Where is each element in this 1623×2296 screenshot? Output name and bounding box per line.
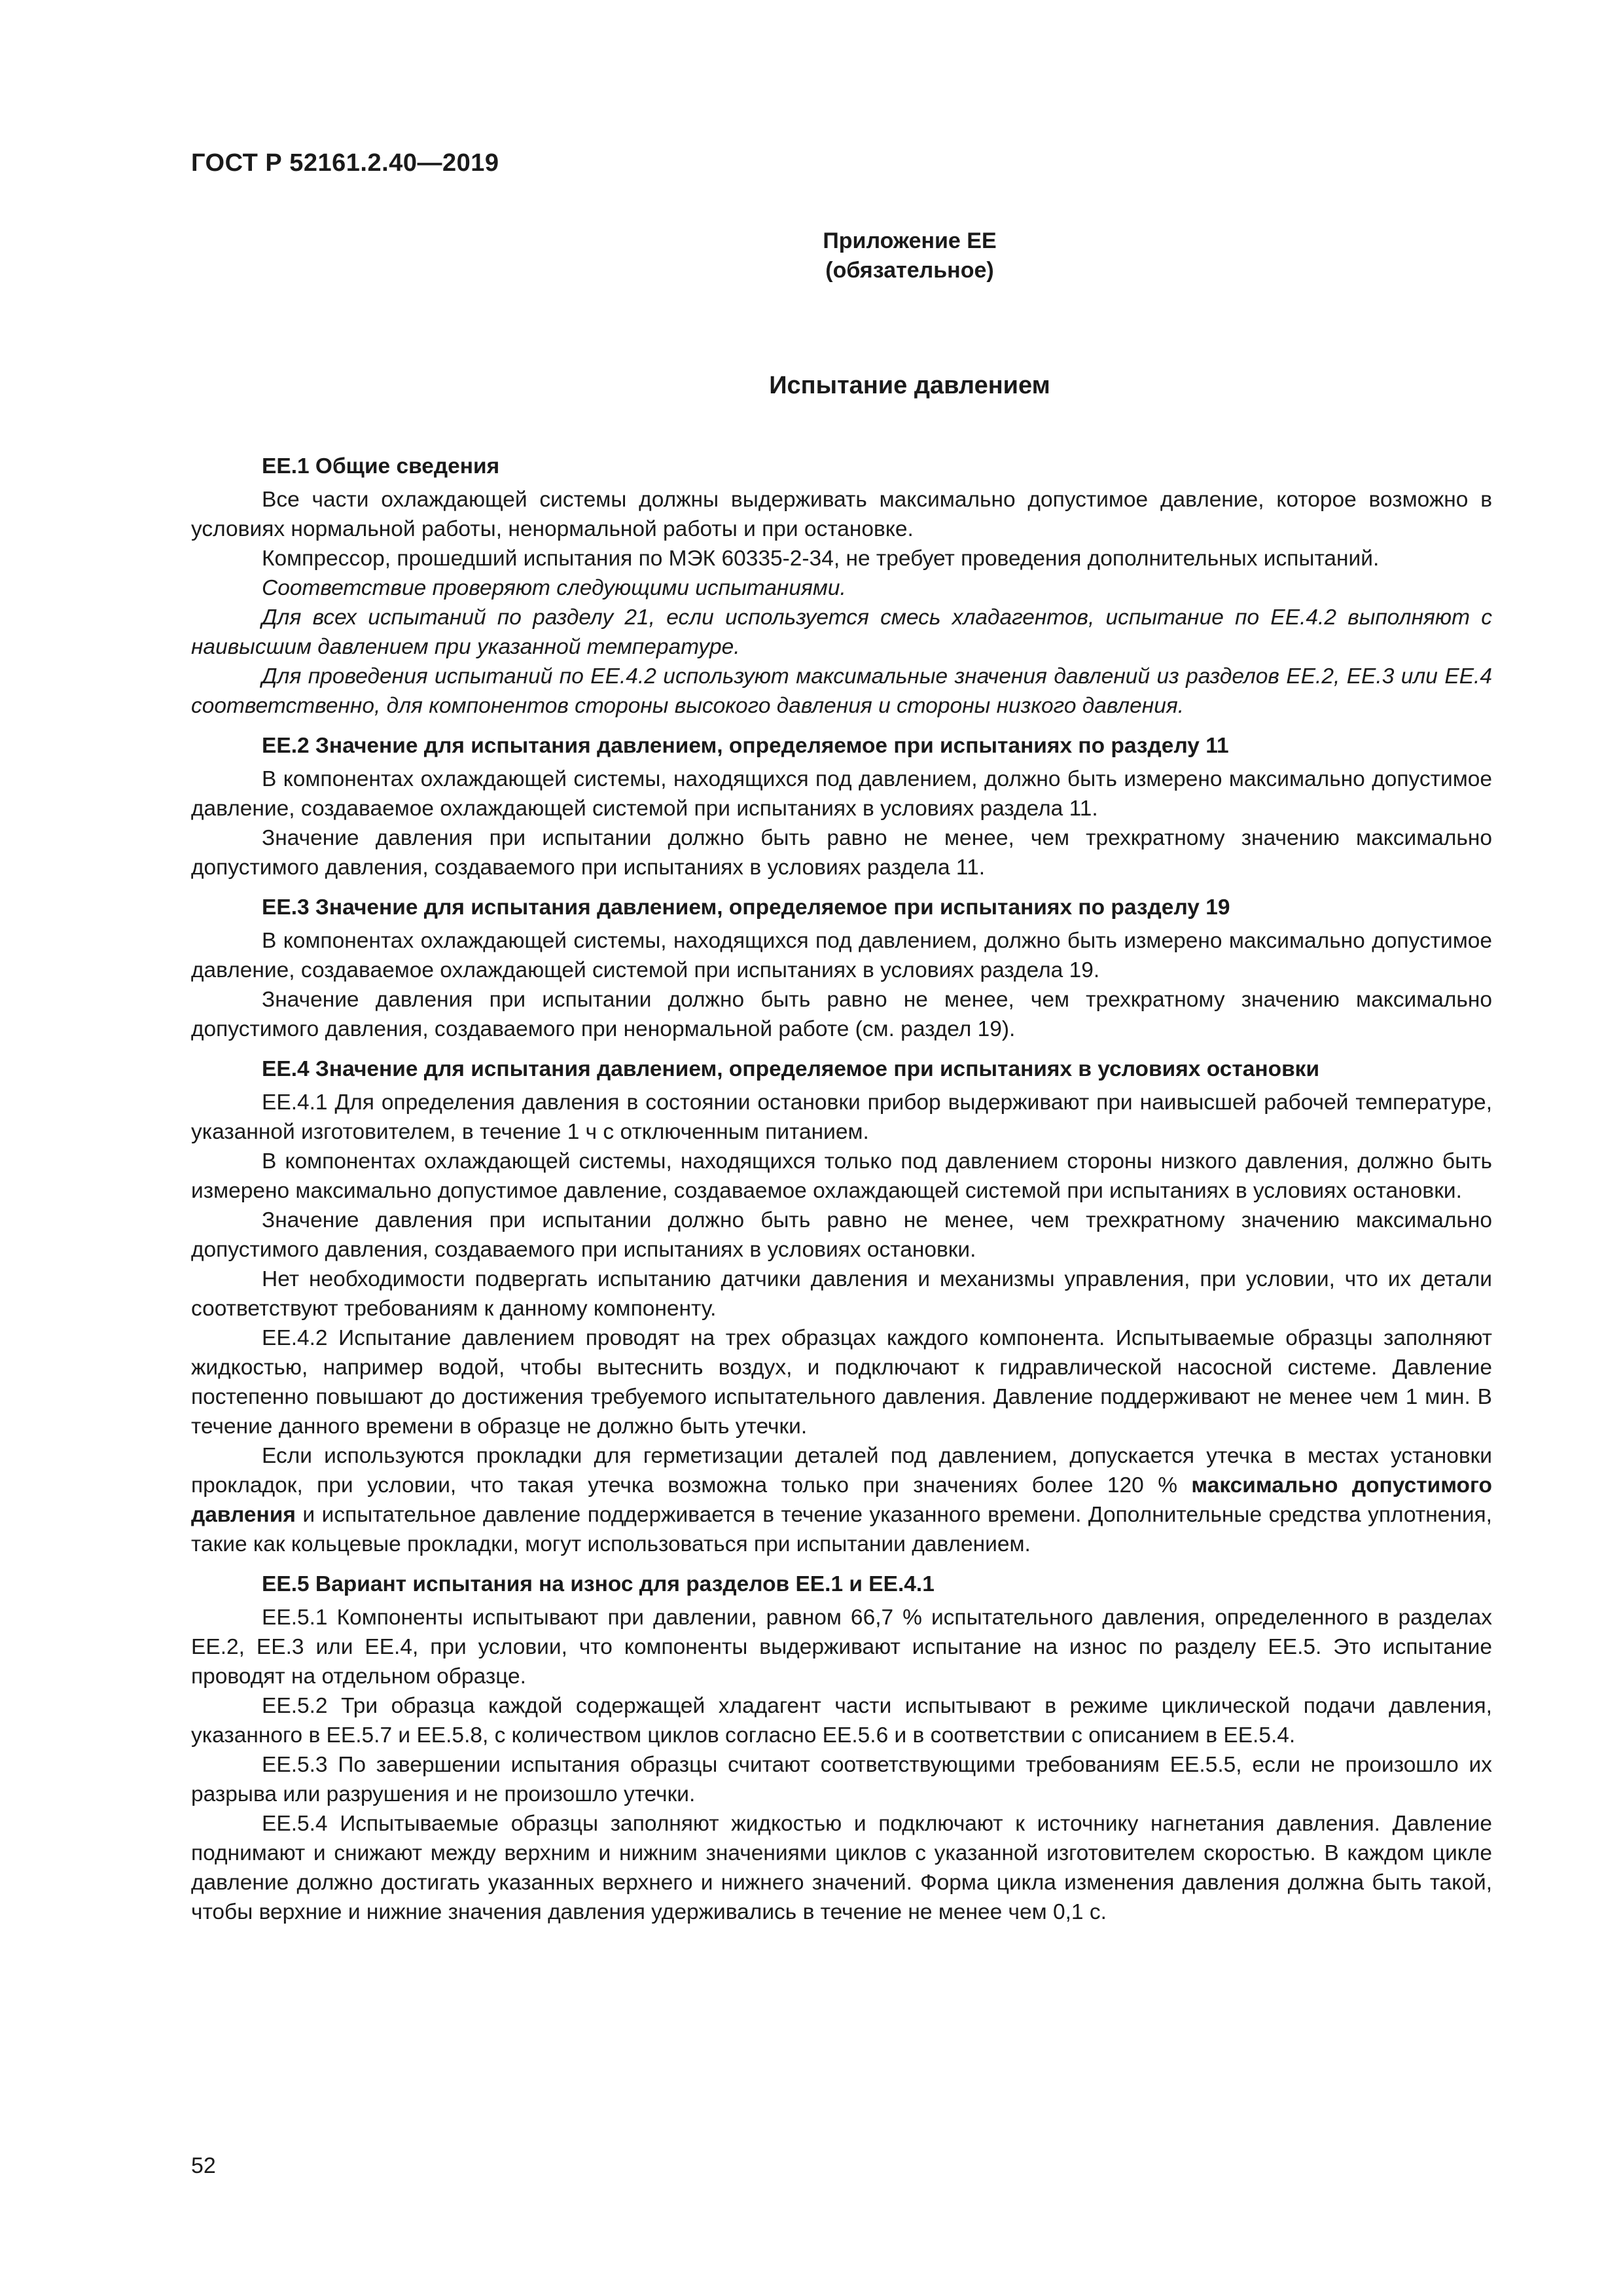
section-heading-ee2: ЕЕ.2 Значение для испытания давлением, определяемое при испытаниях по разделу 11	[262, 734, 1229, 758]
paragraph-italic: Соответствие проверяют следующими испытаниями.	[262, 576, 846, 600]
annex-heading	[0, 226, 1623, 285]
page-title	[0, 372, 1623, 400]
paragraph: Значение давления при испытании должно быть равно не менее, чем трехкратному значению максимально допустимого давления, создаваемого при ненормальной работе (см. раздел 19).	[191, 988, 1492, 1041]
paragraph: В компонентах охлаждающей системы, находящихся под давлением, должно быть измерено максимально допустимое давление, создаваемое охлаждающей системой при испытаниях в условиях раздела 19.	[191, 929, 1492, 982]
paragraph: Все части охлаждающей системы должны выдерживать максимально допустимое давление, которое возможно в условиях нормальной работы, ненормальной работы и при остановке.	[191, 488, 1492, 541]
page-number: 52	[191, 2153, 216, 2178]
section-heading-ee1: ЕЕ.1 Общие сведения	[262, 454, 500, 478]
section-heading-ee5: ЕЕ.5 Вариант испытания на износ для разделов ЕЕ.1 и ЕЕ.4.1	[262, 1572, 935, 1596]
paragraph-italic: Для всех испытаний по разделу 21, если используется смесь хладагентов, испытание по ЕЕ.4.2 выполняют с наивысшим давлением при указанной температуре.	[191, 605, 1492, 659]
paragraph-text: Если используются прокладки для герметизации деталей под давлением, допускается утечка в местах установки прокладок, при условии, что такая утечка возможна только при значениях более 120 %	[191, 1444, 1492, 1498]
annex-status: (обязательное)	[825, 258, 994, 283]
paragraph: ЕЕ.4.2 Испытание давлением проводят на трех образцах каждого компонента. Испытываемые образцы заполняют жидкостью, например водой, чтобы вытеснить воздух, и подключают к гидравлической насосной системе. Давление постепенно повышают до достижения требуемого испытательного давления. Давление поддерживают не менее чем 1 мин. В течение данного времени в образце не должно быть утечки.	[191, 1326, 1492, 1439]
paragraph: В компонентах охлаждающей системы, находящихся под давлением, должно быть измерено максимально допустимое давление, создаваемое охлаждающей системой при испытаниях в условиях раздела 11.	[191, 767, 1492, 821]
paragraph: Компрессор, прошедший испытания по МЭК 60335-2-34, не требует проведения дополнительных испытаний.	[262, 547, 1380, 571]
paragraph: Нет необходимости подвергать испытанию датчики давления и механизмы управления, при условии, что их детали соответствуют требованиям к данному компоненту.	[191, 1267, 1492, 1321]
paragraph: ЕЕ.5.1 Компоненты испытывают при давлении, равном 66,7 % испытательного давления, определенного в разделах ЕЕ.2, ЕЕ.3 или ЕЕ.4, при условии, что компоненты выдерживают испытание на износ по разделу ЕЕ.5. Это испытание проводят на отдельном образце.	[191, 1605, 1492, 1689]
paragraph-text: и испытательное давление поддерживается в течение указанного времени. Дополнительные средства уплотнения, такие как кольцевые прокладки, могут использоваться при испытании давлением.	[191, 1503, 1492, 1556]
paragraph	[191, 1441, 1492, 1559]
page-title-text: Испытание давлением	[769, 372, 1050, 399]
paragraph: ЕЕ.5.2 Три образца каждой содержащей хладагент части испытывают в режиме циклической подачи давления, указанного в ЕЕ.5.7 и ЕЕ.5.8, с количеством циклов согласно ЕЕ.5.6 и в соответствии с описанием в ЕЕ.5.4.	[191, 1694, 1492, 1748]
section-heading-ee3: ЕЕ.3 Значение для испытания давлением, определяемое при испытаниях по разделу 19	[262, 895, 1230, 920]
paragraph: ЕЕ.5.3 По завершении испытания образцы считают соответствующими требованиям ЕЕ.5.5, если не произошло их разрыва или разрушения и не произошло утечки.	[191, 1753, 1492, 1806]
paragraph: ЕЕ.4.1 Для определения давления в состоянии остановки прибор выдерживают при наивысшей рабочей температуре, указанной изготовителем, в течение 1 ч с отключенным питанием.	[191, 1090, 1492, 1144]
annex-title: Приложение ЕЕ	[823, 228, 997, 253]
paragraph-italic: Для проведения испытаний по ЕЕ.4.2 используют максимальные значения давлений из разделов ЕЕ.2, ЕЕ.3 или ЕЕ.4 соответственно, для компонентов стороны высокого давления и стороны низкого давления.	[191, 664, 1492, 718]
bold-term: максимально допустимого давления	[191, 1473, 1492, 1527]
document-code: ГОСТ Р 52161.2.40—2019	[191, 149, 499, 177]
paragraph: ЕЕ.5.4 Испытываемые образцы заполняют жидкостью и подключают к источнику нагнетания давления. Давление поднимают и снижают между верхним и нижним значениями циклов с указанной изготовителем скоростью. В каждом цикле давление должно достигать указанных верхнего и нижнего значений. Форма цикла изменения давления должна быть такой, чтобы верхние и нижние значения давления удерживались в течение не менее чем 0,1 с.	[191, 1812, 1492, 1924]
paragraph: В компонентах охлаждающей системы, находящихся только под давлением стороны низкого давления, должно быть измерено максимально допустимое давление, создаваемое охлаждающей системой при испытаниях в условиях остановки.	[191, 1149, 1492, 1203]
paragraph: Значение давления при испытании должно быть равно не менее, чем трехкратному значению максимально допустимого давления, создаваемого при испытаниях в условиях раздела 11.	[191, 826, 1492, 880]
section-heading-ee4: ЕЕ.4 Значение для испытания давлением, определяемое при испытаниях в условиях остановки	[262, 1057, 1320, 1081]
paragraph: Значение давления при испытании должно быть равно не менее, чем трехкратному значению максимально допустимого давления, создаваемого при испытаниях в условиях остановки.	[191, 1208, 1492, 1262]
document-body	[191, 452, 1492, 1927]
